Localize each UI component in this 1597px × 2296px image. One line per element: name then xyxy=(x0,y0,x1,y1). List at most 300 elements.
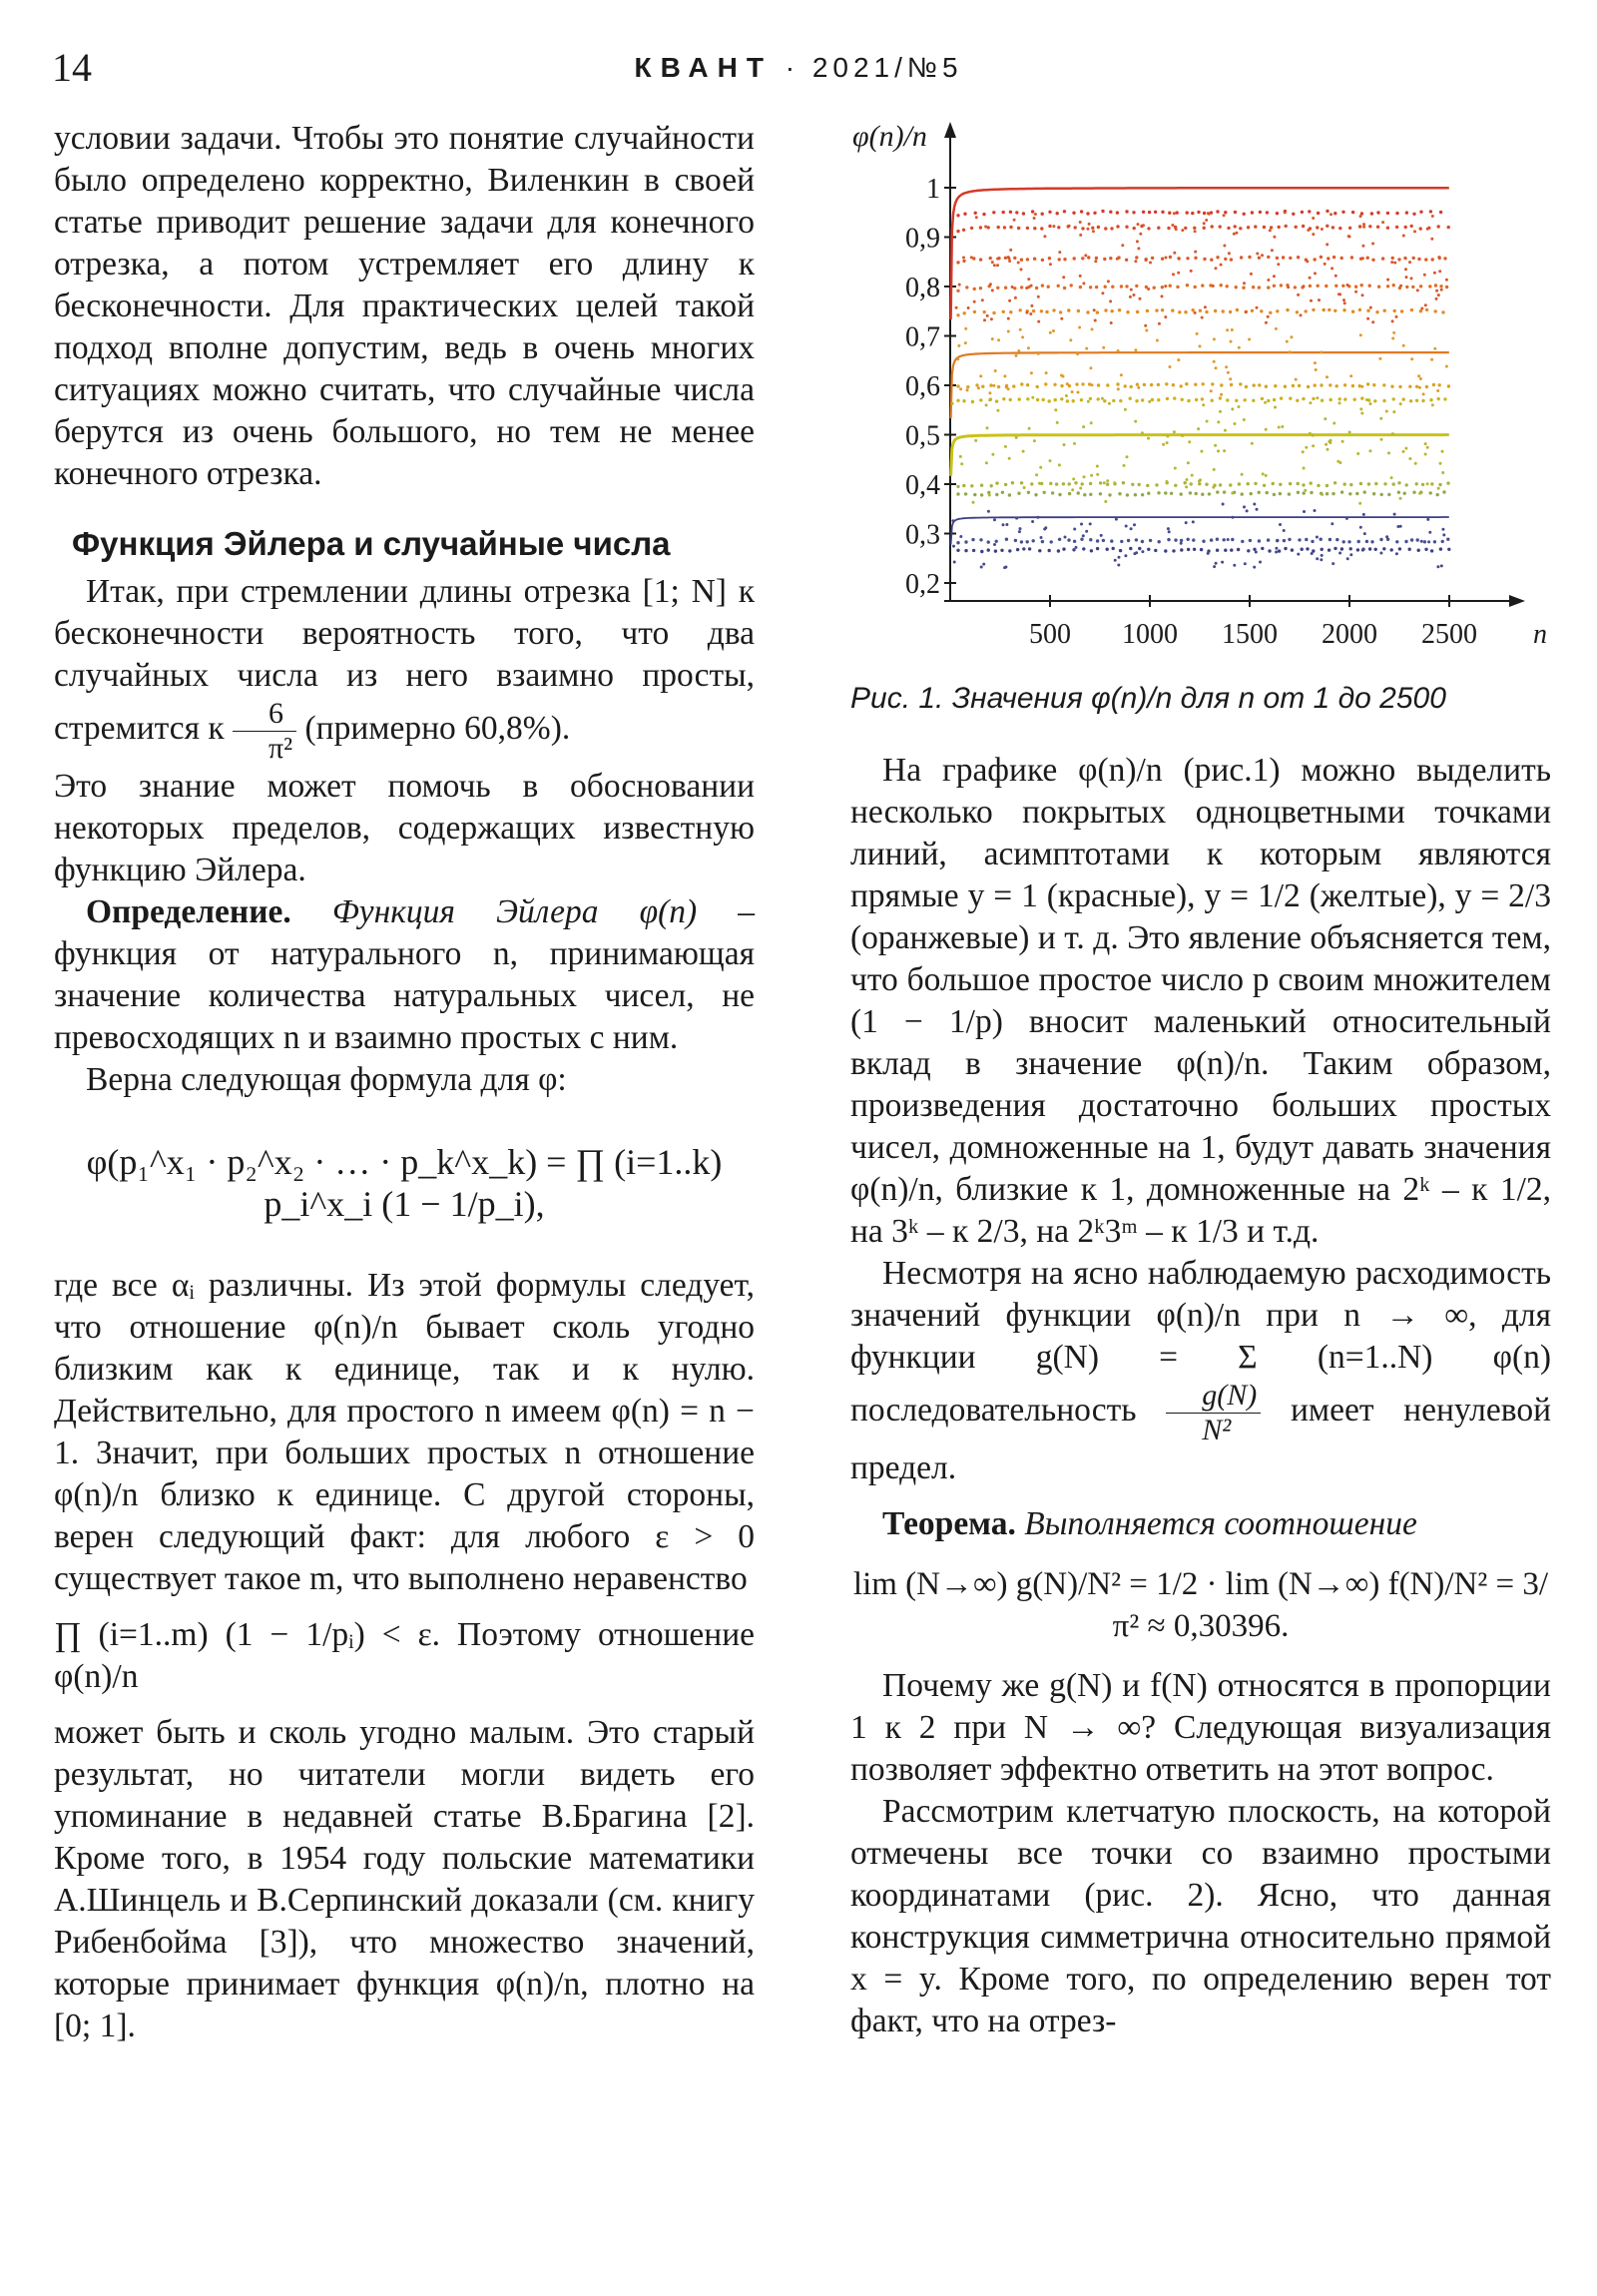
data-point xyxy=(1036,385,1039,388)
data-point xyxy=(1194,257,1197,260)
data-point xyxy=(1081,382,1084,385)
data-point xyxy=(1134,348,1137,351)
data-point xyxy=(1067,308,1070,311)
data-point xyxy=(1382,399,1385,402)
data-point xyxy=(1191,474,1194,477)
data-point xyxy=(1092,230,1095,233)
data-point xyxy=(1410,308,1413,311)
data-point xyxy=(1167,227,1170,230)
data-point xyxy=(1001,491,1004,494)
definition-paragraph xyxy=(54,891,755,1059)
data-point xyxy=(1434,309,1437,312)
data-point xyxy=(1310,491,1313,494)
data-point xyxy=(1266,211,1269,214)
fraction-denominator: N² xyxy=(1202,1414,1232,1446)
data-point xyxy=(1438,483,1441,486)
data-point xyxy=(1085,347,1088,350)
data-point xyxy=(1077,491,1080,494)
data-point xyxy=(1180,542,1183,545)
data-point xyxy=(1418,492,1421,495)
data-point xyxy=(1243,505,1246,508)
data-point xyxy=(983,318,986,321)
data-point xyxy=(1004,257,1007,260)
data-point xyxy=(1102,539,1105,542)
data-point xyxy=(1243,418,1246,421)
data-point xyxy=(1184,310,1187,313)
data-point xyxy=(1358,308,1361,311)
asymptote-band xyxy=(951,517,1449,545)
data-point xyxy=(1017,262,1020,265)
data-point xyxy=(1361,245,1364,248)
data-point xyxy=(1126,310,1129,313)
data-point xyxy=(959,387,962,390)
data-point xyxy=(1056,421,1059,424)
data-point xyxy=(1377,286,1380,288)
data-point xyxy=(1331,522,1333,525)
data-point xyxy=(1239,227,1242,230)
data-point xyxy=(1223,490,1226,493)
data-point xyxy=(963,311,966,314)
right-paragraph-2-text: Несмотря на ясно наблюдаемую расходимость значений функции φ(n)/n при n → ∞, для функции g(N) = Σ (n=1..N) φ(n) последовательность xyxy=(850,1255,1551,1430)
data-point xyxy=(1320,350,1323,353)
data-point xyxy=(1391,337,1394,340)
data-point xyxy=(1284,211,1287,214)
data-point xyxy=(1060,397,1063,400)
data-point xyxy=(1203,227,1206,230)
data-point xyxy=(1110,321,1113,324)
data-point xyxy=(1204,305,1207,308)
data-point xyxy=(1220,393,1223,396)
data-point xyxy=(1402,235,1405,238)
data-point xyxy=(1361,549,1364,552)
data-point xyxy=(1430,358,1433,361)
data-point xyxy=(996,258,999,261)
data-point xyxy=(1121,244,1124,247)
data-point xyxy=(1208,213,1211,216)
data-point xyxy=(1338,552,1341,555)
data-point xyxy=(1284,547,1287,550)
data-point xyxy=(1445,365,1448,368)
data-point xyxy=(1437,487,1440,490)
data-point xyxy=(1360,385,1363,388)
data-point xyxy=(1311,540,1314,543)
data-point xyxy=(1103,399,1106,402)
data-point xyxy=(1426,228,1429,231)
data-point xyxy=(1161,286,1164,288)
data-point xyxy=(1164,315,1167,318)
data-point xyxy=(1438,270,1441,273)
data-point xyxy=(1147,548,1150,551)
data-point xyxy=(1020,382,1023,385)
data-point xyxy=(1239,382,1242,385)
data-point xyxy=(958,284,961,287)
data-point xyxy=(1131,483,1134,486)
data-point xyxy=(970,227,973,230)
data-point xyxy=(1125,210,1128,213)
data-point xyxy=(1120,285,1123,287)
data-point xyxy=(1018,530,1021,533)
data-point xyxy=(1305,446,1308,449)
data-point xyxy=(1135,285,1138,287)
data-point xyxy=(1211,382,1214,385)
data-point xyxy=(1392,284,1395,287)
data-point xyxy=(1007,317,1010,320)
data-point xyxy=(1205,483,1208,486)
data-point xyxy=(1045,371,1048,374)
data-point xyxy=(1390,385,1393,388)
data-point xyxy=(1317,212,1320,215)
data-point xyxy=(1289,350,1292,353)
data-point xyxy=(1072,212,1075,215)
data-point xyxy=(1288,538,1291,541)
data-point xyxy=(1164,491,1167,494)
data-point xyxy=(1113,481,1116,484)
data-point xyxy=(1208,492,1211,495)
data-point xyxy=(1068,482,1071,485)
data-point xyxy=(1445,279,1448,282)
data-point xyxy=(1392,331,1395,334)
data-point xyxy=(1398,547,1401,550)
data-point xyxy=(1426,446,1429,449)
data-point xyxy=(1445,286,1448,288)
data-point xyxy=(1031,210,1034,213)
data-point xyxy=(1404,226,1407,229)
data-point xyxy=(1080,523,1083,526)
data-point xyxy=(1147,492,1150,495)
data-point xyxy=(1054,408,1057,411)
data-point xyxy=(1200,548,1203,551)
data-point xyxy=(964,341,967,344)
data-point xyxy=(956,214,959,217)
data-point xyxy=(1354,290,1357,293)
data-point xyxy=(1125,226,1128,229)
data-point xyxy=(1030,285,1033,287)
data-point xyxy=(962,257,965,260)
data-point xyxy=(1250,273,1253,276)
data-point xyxy=(1048,257,1051,260)
data-point xyxy=(1129,397,1132,400)
data-point xyxy=(1041,284,1044,287)
data-point xyxy=(1331,226,1334,229)
data-point xyxy=(1040,309,1043,312)
data-point xyxy=(965,286,968,288)
data-point xyxy=(1385,410,1388,413)
data-point xyxy=(1025,311,1028,314)
left-paragraph-3: Это знание может помочь в обосновании некоторых пределов, содержащих известную функцию Эйлера. xyxy=(54,768,755,888)
data-point xyxy=(1135,538,1138,541)
data-point xyxy=(1219,225,1222,228)
data-point xyxy=(1020,540,1023,543)
data-point xyxy=(1089,397,1092,400)
data-point xyxy=(1321,228,1324,231)
y-tick-label: 0,3 xyxy=(905,519,940,551)
data-point xyxy=(1260,309,1263,312)
data-point xyxy=(1210,259,1213,262)
data-point xyxy=(1428,531,1431,534)
data-point xyxy=(957,344,960,347)
data-point xyxy=(1044,382,1047,385)
data-point xyxy=(962,260,965,263)
data-point xyxy=(1348,236,1351,239)
data-point xyxy=(1416,288,1419,291)
data-point xyxy=(1192,308,1195,311)
data-point xyxy=(1075,382,1078,385)
data-point xyxy=(1253,548,1256,551)
data-point xyxy=(1133,523,1136,526)
data-point xyxy=(1408,261,1411,264)
data-point xyxy=(1166,480,1169,483)
data-point xyxy=(1390,548,1393,551)
data-point xyxy=(1266,491,1269,494)
data-point xyxy=(988,391,991,394)
data-point xyxy=(956,399,959,402)
data-point xyxy=(1402,397,1405,400)
data-point xyxy=(1342,298,1345,301)
data-point xyxy=(1327,448,1330,451)
data-point xyxy=(1150,383,1153,386)
data-point xyxy=(1343,301,1346,304)
data-point xyxy=(1240,256,1243,259)
data-point xyxy=(1133,552,1136,555)
data-point xyxy=(1072,477,1075,480)
data-point xyxy=(966,388,969,391)
data-point xyxy=(1433,347,1436,350)
data-point xyxy=(974,212,977,215)
data-point xyxy=(1215,267,1218,270)
data-point xyxy=(1199,478,1202,481)
data-point xyxy=(1335,384,1338,387)
data-point xyxy=(1238,405,1241,408)
data-point xyxy=(1312,434,1315,437)
data-point xyxy=(1012,384,1015,387)
data-point xyxy=(1252,286,1255,288)
data-point xyxy=(1171,308,1174,311)
data-point xyxy=(956,549,959,552)
data-point xyxy=(1174,538,1177,541)
data-point xyxy=(956,485,959,488)
data-point xyxy=(1130,527,1133,530)
data-point xyxy=(1253,383,1256,386)
data-point xyxy=(1368,285,1371,287)
data-point xyxy=(979,258,982,261)
data-point xyxy=(1437,293,1440,296)
data-point xyxy=(1297,553,1300,556)
data-point xyxy=(1109,257,1112,260)
data-point xyxy=(1026,540,1029,543)
data-point xyxy=(1059,310,1062,313)
data-point xyxy=(1312,397,1315,400)
data-point xyxy=(1343,383,1346,386)
data-point xyxy=(990,484,993,487)
data-point xyxy=(1167,527,1170,530)
data-point xyxy=(1031,396,1034,399)
data-point xyxy=(1235,399,1238,402)
data-point xyxy=(1326,225,1329,228)
data-point xyxy=(1065,394,1068,397)
data-point xyxy=(1291,548,1294,551)
data-point xyxy=(1019,328,1022,331)
data-point xyxy=(1073,540,1076,543)
data-point xyxy=(1048,399,1051,402)
data-point xyxy=(1219,396,1222,399)
data-point xyxy=(1258,286,1261,288)
data-point xyxy=(1225,365,1228,368)
data-point xyxy=(1270,226,1273,229)
data-point xyxy=(1040,536,1043,539)
data-point xyxy=(1020,481,1023,484)
data-point xyxy=(1259,561,1262,564)
data-point xyxy=(1303,285,1306,287)
data-point xyxy=(1034,213,1037,216)
data-point xyxy=(980,566,983,569)
asymptote-band xyxy=(951,435,1449,476)
data-point xyxy=(1138,483,1141,486)
data-point xyxy=(1261,254,1264,257)
data-point xyxy=(1095,286,1098,288)
data-point xyxy=(997,338,1000,341)
data-point xyxy=(1073,528,1076,531)
data-point xyxy=(1165,382,1168,385)
figure-1-chart xyxy=(850,118,1551,657)
data-point xyxy=(1192,538,1195,541)
right-paragraph-3: Почему же g(N) и f(N) относятся в пропорции 1 к 2 при N → ∞? Следующая визуализация позволяет эффектно ответить на этот вопрос. xyxy=(850,1667,1551,1788)
data-point xyxy=(1321,399,1324,402)
data-point xyxy=(1317,484,1320,487)
data-point xyxy=(1353,398,1356,401)
data-point xyxy=(1129,295,1132,298)
data-point xyxy=(1441,310,1444,313)
data-point xyxy=(1321,548,1324,551)
data-point xyxy=(1229,483,1232,486)
data-point xyxy=(1037,352,1040,355)
data-point xyxy=(1102,346,1105,349)
data-point xyxy=(1439,285,1442,287)
data-point xyxy=(1404,268,1407,271)
data-point xyxy=(1155,308,1158,311)
data-point xyxy=(1082,534,1085,537)
data-point xyxy=(1025,287,1028,289)
data-point xyxy=(1280,396,1283,399)
data-point xyxy=(1395,552,1398,555)
data-point xyxy=(1332,422,1335,425)
data-point xyxy=(1308,210,1311,213)
data-point xyxy=(1013,219,1016,222)
data-point xyxy=(1395,226,1398,229)
data-point xyxy=(1062,276,1065,279)
data-point xyxy=(1032,539,1035,542)
data-point xyxy=(1371,259,1374,262)
data-point xyxy=(1424,453,1427,456)
data-point xyxy=(1230,548,1233,551)
data-point xyxy=(990,317,993,320)
data-point xyxy=(1410,225,1413,228)
data-point xyxy=(1416,538,1419,541)
data-point xyxy=(1096,465,1099,468)
data-point xyxy=(1405,211,1408,214)
data-point xyxy=(1366,257,1369,260)
data-point xyxy=(1269,311,1272,314)
data-point xyxy=(1141,550,1144,553)
data-point xyxy=(1125,259,1128,262)
data-point xyxy=(980,484,983,487)
data-point xyxy=(1447,384,1450,387)
data-point xyxy=(1170,492,1173,495)
data-point xyxy=(1387,451,1390,454)
data-point xyxy=(1022,547,1025,550)
data-point xyxy=(1203,258,1206,261)
data-point xyxy=(1326,375,1329,378)
data-point xyxy=(1417,258,1420,261)
data-point xyxy=(1106,383,1109,386)
data-point xyxy=(1101,210,1104,213)
data-point xyxy=(1441,528,1444,531)
data-point xyxy=(1215,366,1218,369)
data-point xyxy=(1194,230,1197,233)
data-point xyxy=(1372,492,1375,495)
data-point xyxy=(1326,210,1329,213)
data-point xyxy=(1320,383,1323,386)
data-point xyxy=(1002,211,1005,214)
data-point xyxy=(1058,251,1061,254)
data-point xyxy=(1273,275,1276,278)
data-point xyxy=(1399,402,1402,405)
data-point xyxy=(1009,398,1012,401)
data-point xyxy=(1379,417,1382,420)
data-point xyxy=(1227,538,1230,541)
data-point xyxy=(1166,441,1169,444)
data-point xyxy=(994,549,997,552)
data-point xyxy=(1162,443,1165,446)
data-point xyxy=(1104,286,1107,288)
data-point xyxy=(1137,247,1140,250)
data-point xyxy=(1295,226,1298,229)
data-point xyxy=(1049,263,1052,266)
data-point xyxy=(1027,491,1030,494)
data-point xyxy=(1276,539,1279,542)
data-point xyxy=(1040,227,1043,230)
data-point xyxy=(1380,493,1383,496)
data-point xyxy=(1030,371,1033,374)
data-point xyxy=(1441,471,1444,474)
data-point xyxy=(1224,549,1227,552)
data-point xyxy=(1276,212,1279,215)
data-point xyxy=(1419,285,1422,287)
data-point xyxy=(1133,227,1136,230)
right-paragraph-2 xyxy=(850,1253,1551,1489)
data-point xyxy=(1016,548,1019,551)
data-point xyxy=(1360,284,1363,287)
data-point xyxy=(952,545,955,548)
data-point xyxy=(1124,554,1127,557)
data-point xyxy=(1302,483,1305,486)
data-point xyxy=(1101,397,1104,400)
data-point xyxy=(1238,346,1241,349)
data-point xyxy=(1413,230,1416,233)
data-point xyxy=(1137,223,1140,226)
data-point xyxy=(1228,252,1231,255)
data-point xyxy=(980,550,983,553)
data-point xyxy=(1104,500,1107,503)
data-point xyxy=(1008,257,1011,260)
data-point xyxy=(1063,287,1066,289)
left-column xyxy=(54,118,755,2047)
data-point xyxy=(1166,397,1169,400)
data-point xyxy=(1292,213,1295,216)
data-point xyxy=(1289,482,1292,485)
data-point xyxy=(1356,452,1359,455)
data-point xyxy=(1129,547,1132,550)
data-point xyxy=(1273,285,1276,287)
